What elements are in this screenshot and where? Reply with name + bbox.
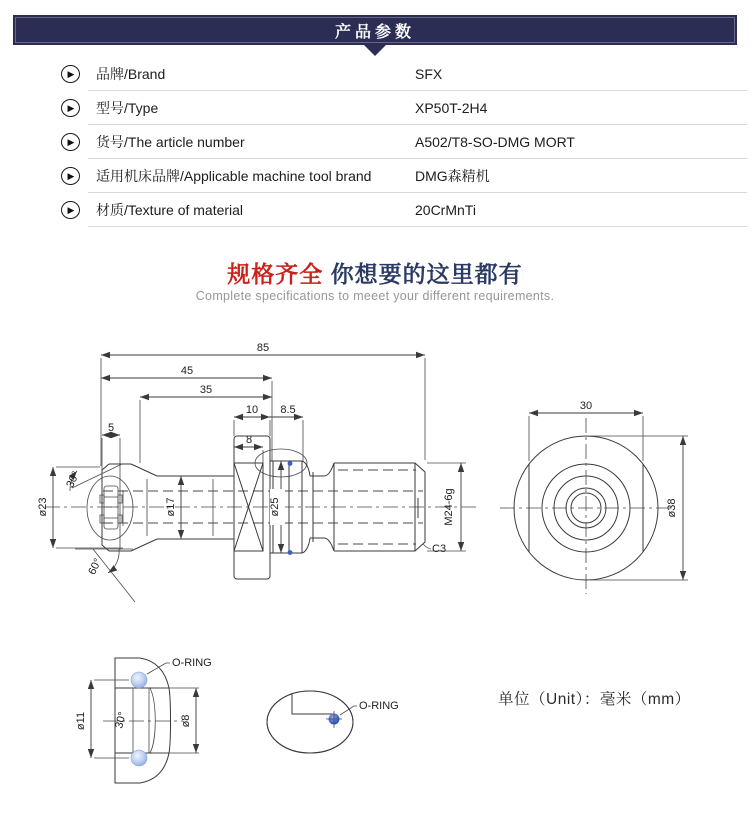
dim-5: 5 [107, 422, 115, 434]
section-header-band [13, 15, 737, 45]
page-title [0, 256, 750, 289]
dim-35: 35 [199, 384, 213, 396]
row-value: DMG森精机 [415, 168, 490, 184]
oring-ball-bottom [131, 750, 147, 766]
dim-dia38: ø38 [666, 498, 678, 518]
row-value: A502/T8-SO-DMG MORT [415, 134, 575, 150]
oring-cross-section-top [288, 461, 293, 466]
arrow-bullet-icon: ▶ [61, 167, 80, 185]
table-row [55, 125, 747, 159]
oring-ball-top [131, 672, 147, 688]
band-pointer-triangle [364, 45, 386, 56]
page-title-rest: 你想要的这里都有 [323, 261, 523, 287]
main-view [37, 342, 478, 602]
section-title: 产品参数 [334, 23, 415, 41]
row-label: 材质/Texture of material [96, 202, 244, 218]
label-chamfer: C3 [432, 543, 447, 555]
arrow-bullet-icon: ▶ [61, 65, 80, 83]
oring-label: O-RING [172, 657, 212, 669]
unit-note: 单位（Unit）：毫米（mm） [498, 691, 691, 708]
arrow-bullet-icon: ▶ [61, 99, 80, 117]
row-label: 适用机床品牌/Applicable machine tool brand [96, 168, 372, 184]
oring-section-view [75, 657, 212, 783]
angle-60: 60° [86, 556, 105, 577]
dim-flats-30: 30 [579, 400, 593, 412]
dim-45: 45 [180, 365, 194, 377]
arrow-bullet-icon: ▶ [61, 201, 80, 219]
dim-dia11: ø11 [75, 711, 87, 731]
dim-dia25: ø25 [269, 497, 281, 517]
dim-85: 85 [256, 342, 270, 354]
dim-8: 8 [245, 434, 253, 446]
dim-dia8: ø8 [180, 714, 192, 728]
table-row [55, 57, 747, 91]
oring-label-2: O-RING [359, 700, 399, 712]
row-label: 货号/The article number [96, 134, 245, 150]
oring-groove-view [267, 691, 399, 753]
row-label: 品牌/Brand [96, 66, 166, 82]
oring-cross-section-bottom [288, 550, 293, 555]
row-value: 20CrMnTi [415, 202, 476, 218]
row-divider [88, 226, 747, 227]
technical-drawing [0, 330, 750, 810]
dim-8-5: 8.5 [280, 404, 296, 416]
table-row [55, 91, 747, 125]
dim-dia23: ø23 [37, 497, 49, 517]
dim-dia17: ø17 [165, 497, 177, 517]
arrow-bullet-icon: ▶ [61, 133, 80, 151]
page-subtitle: Complete specifications to meeet your different requirements. [195, 289, 555, 303]
end-view [500, 400, 688, 594]
page-title-highlight: 规格齐全 [227, 261, 324, 287]
dim-10: 10 [245, 404, 259, 416]
dim-thread: M24-6g [443, 488, 455, 526]
row-label: 型号/Type [96, 100, 159, 116]
angle-30-detail: 30° [113, 710, 130, 730]
row-value: XP50T-2H4 [415, 100, 488, 116]
row-value: SFX [415, 66, 443, 82]
angle-30: 30° [64, 469, 83, 490]
table-row [55, 193, 747, 227]
table-row [55, 159, 747, 193]
spec-table [55, 57, 747, 227]
